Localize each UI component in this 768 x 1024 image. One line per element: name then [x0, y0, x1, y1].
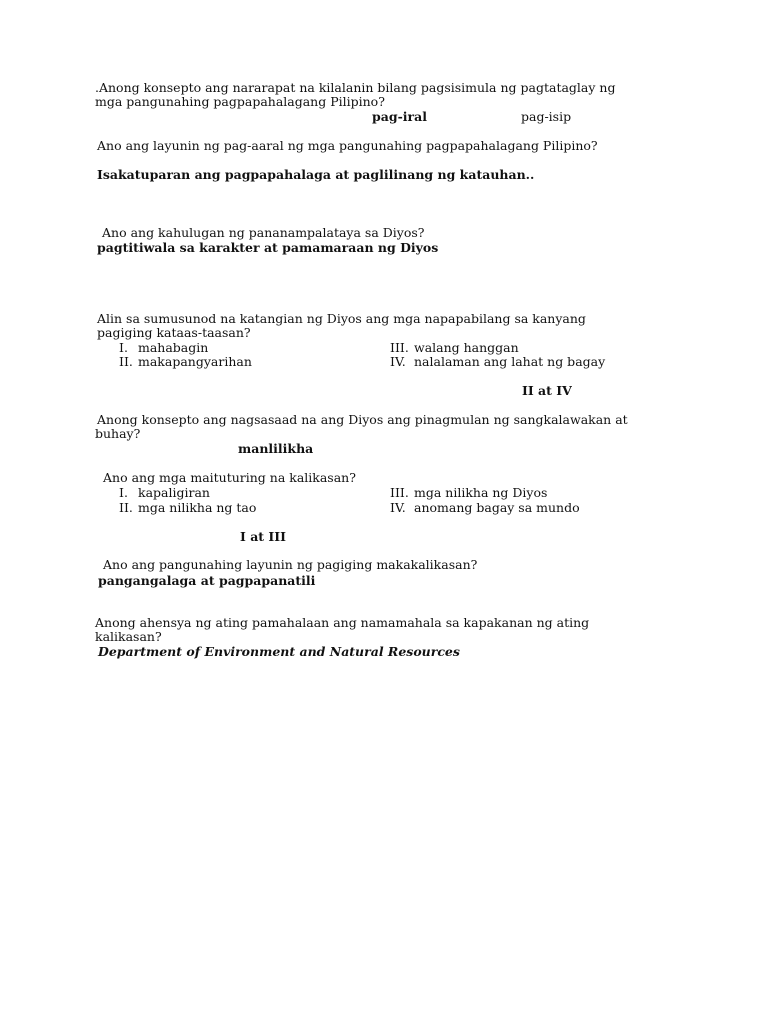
- question-3: Ano ang kahulugan ng pananampalataya sa Diyos?: [102, 225, 425, 240]
- question-6: Ano ang mga maituturing na kalikasan?: [103, 470, 356, 485]
- question-1-answer: pag-iral: [372, 109, 427, 124]
- question-6-option-text: mga nilikha ng Diyos: [414, 485, 548, 500]
- question-4-option-text: mahabagin: [138, 340, 209, 355]
- question-4-line-2: pagiging kataas-taasan?: [97, 325, 251, 340]
- question-6-option-text: mga nilikha ng tao: [138, 500, 257, 515]
- question-4-option-text: nalalaman ang lahat ng bagay: [414, 354, 606, 369]
- question-4-option-num: II.: [119, 354, 133, 369]
- question-1-alternative: pag-isip: [521, 109, 572, 124]
- question-5-answer: manlilikha: [238, 441, 314, 456]
- question-6-option-num: II.: [119, 500, 133, 515]
- question-2-answer: Isakatuparan ang pagpapahalaga at paglilinang ng katauhan..: [97, 167, 535, 182]
- question-4-option-text: walang hanggan: [414, 340, 519, 355]
- question-7: Ano ang pangunahing layunin ng pagiging makakalikasan?: [103, 557, 478, 572]
- question-2: Ano ang layunin ng pag-aaral ng mga pangunahing pagpapahalagang Pilipino?: [97, 138, 598, 153]
- question-6-answer: I at III: [240, 529, 286, 544]
- question-6-option-num: I.: [119, 485, 128, 500]
- question-4-option-num: I.: [119, 340, 128, 355]
- question-1-line-1: .Anong konsepto ang nararapat na kilalanin bilang pagsisimula ng pagtataglay ng: [95, 80, 616, 95]
- question-8-line-1: Anong ahensya ng ating pamahalaan ang namamahala sa kapakanan ng ating: [95, 615, 590, 630]
- question-6-option-num: IV.: [390, 500, 406, 515]
- question-4-option-num: IV.: [390, 354, 406, 369]
- question-6-option-num: III.: [390, 485, 409, 500]
- question-3-answer: pagtitiwala sa karakter at pamamaraan ng Diyos: [97, 240, 439, 255]
- question-1-line-2: mga pangunahing pagpapahalagang Pilipino?: [95, 94, 385, 109]
- question-6-option-text: kapaligiran: [138, 485, 210, 500]
- question-8-answer: Department of Environment and Natural Resources: [98, 644, 460, 659]
- question-4-line-1: Alin sa sumusunod na katangian ng Diyos ang mga napapabilang sa kanyang: [97, 311, 586, 326]
- question-4-option-text: makapangyarihan: [138, 354, 252, 369]
- question-7-answer: pangangalaga at pagpapanatili: [98, 573, 316, 588]
- question-4-option-num: III.: [390, 340, 409, 355]
- question-6-option-text: anomang bagay sa mundo: [414, 500, 580, 515]
- question-4-answer: II at IV: [522, 383, 572, 398]
- question-5-line-2: buhay?: [95, 426, 141, 441]
- question-8-line-2: kalikasan?: [95, 629, 162, 644]
- question-5-line-1: Anong konsepto ang nagsasaad na ang Diyos ang pinagmulan ng sangkalawakan at: [97, 412, 628, 427]
